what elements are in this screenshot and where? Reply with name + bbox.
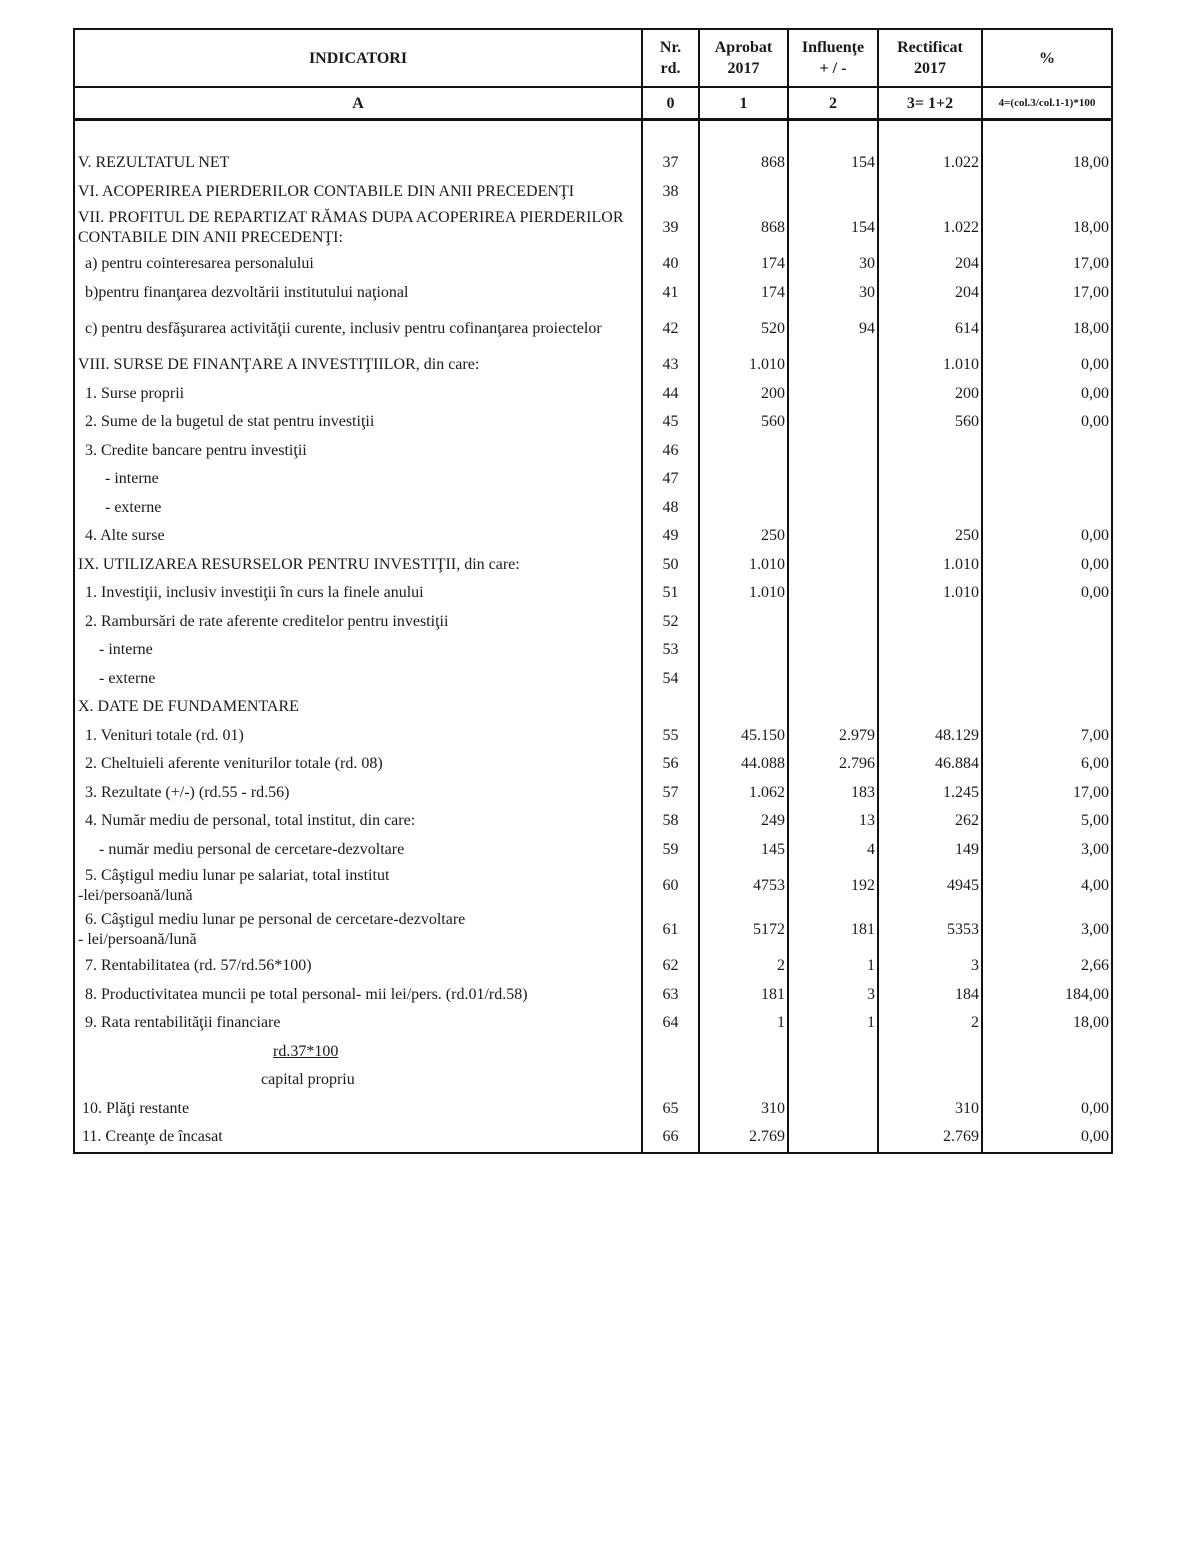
table-row [74, 465, 1112, 494]
row-percent: 184,00 [982, 981, 1112, 1010]
row-aprobat: 520 [699, 307, 788, 351]
row-rectificat: 560 [878, 408, 982, 437]
row-rectificat: 48.129 [878, 722, 982, 751]
col-index-4: 4=(col.3/col.1-1)*100 [982, 87, 1112, 120]
row-influente: 154 [788, 206, 878, 250]
row-percent [982, 465, 1112, 494]
row-percent [982, 693, 1112, 722]
table-row [74, 608, 1112, 637]
row-aprobat: 1 [699, 1009, 788, 1038]
row-rectificat: 250 [878, 522, 982, 551]
row-aprobat: 1.062 [699, 779, 788, 808]
row-influente: 192 [788, 864, 878, 908]
col-index-3: 3= 1+2 [878, 87, 982, 120]
row-rectificat: 204 [878, 250, 982, 279]
row-rectificat: 184 [878, 981, 982, 1010]
row-percent: 17,00 [982, 779, 1112, 808]
row-rectificat: 149 [878, 836, 982, 865]
row-label: 4. Alte surse [74, 522, 642, 551]
row-rectificat: 200 [878, 380, 982, 409]
header-influente: Influenţe + / - [788, 29, 878, 87]
row-nr: 46 [642, 437, 699, 466]
row-label: 8. Productivitatea muncii pe total personal- mii lei/pers. (rd.01/rd.58) [74, 981, 642, 1010]
table-row [74, 952, 1112, 981]
table-row [74, 722, 1112, 751]
table-row [74, 206, 1112, 250]
row-label: - externe [74, 665, 642, 694]
row-influente [788, 408, 878, 437]
row-nr: 44 [642, 380, 699, 409]
row-nr: 62 [642, 952, 699, 981]
row-nr: 52 [642, 608, 699, 637]
table-row [74, 408, 1112, 437]
row-nr: 51 [642, 579, 699, 608]
row-influente: 2.796 [788, 750, 878, 779]
row-percent: 0,00 [982, 551, 1112, 580]
row-rectificat: 1.022 [878, 206, 982, 250]
row-aprobat [699, 693, 788, 722]
header-indicatori: INDICATORI [74, 29, 642, 87]
row-aprobat: 249 [699, 807, 788, 836]
row-aprobat: 2.769 [699, 1123, 788, 1153]
row-influente [788, 351, 878, 380]
row-influente [788, 380, 878, 409]
row-label: VIII. SURSE DE FINANŢARE A INVESTIŢIILOR, din care: [74, 351, 642, 380]
row-aprobat: 868 [699, 206, 788, 250]
row-label: - externe [74, 494, 642, 523]
header-nr: Nr. rd. [642, 29, 699, 87]
fraction-denominator: capital propriu [261, 1071, 355, 1089]
row-percent: 0,00 [982, 351, 1112, 380]
row-percent: 18,00 [982, 307, 1112, 351]
budget-indicators-sheet [73, 28, 1111, 1154]
row-rectificat: 2.769 [878, 1123, 982, 1153]
row-percent: 0,00 [982, 408, 1112, 437]
row-influente [788, 178, 878, 207]
row-nr: 57 [642, 779, 699, 808]
row-rectificat [878, 494, 982, 523]
table-row [74, 693, 1112, 722]
row-influente [788, 494, 878, 523]
row-percent: 18,00 [982, 149, 1112, 178]
row-nr: 37 [642, 149, 699, 178]
row-percent: 3,00 [982, 836, 1112, 865]
row-nr: 43 [642, 351, 699, 380]
row-aprobat: 868 [699, 149, 788, 178]
fraction-cell [74, 1066, 642, 1095]
row-rectificat: 262 [878, 807, 982, 836]
row-percent: 0,00 [982, 1123, 1112, 1153]
row-percent: 4,00 [982, 864, 1112, 908]
table-row [74, 178, 1112, 207]
row-label: VII. PROFITUL DE REPARTIZAT RĂMAS DUPA ACOPERIREA PIERDERILOR CONTABILE DIN ANII PRECEDENŢI: [74, 206, 642, 250]
row-rectificat [878, 178, 982, 207]
row-nr: 65 [642, 1095, 699, 1124]
row-aprobat: 45.150 [699, 722, 788, 751]
row-aprobat: 310 [699, 1095, 788, 1124]
row-label: 1. Venituri totale (rd. 01) [74, 722, 642, 751]
row-percent: 0,00 [982, 380, 1112, 409]
row-aprobat: 250 [699, 522, 788, 551]
table-row [74, 494, 1112, 523]
row-label: a) pentru cointeresarea personalului [74, 250, 642, 279]
table-row [74, 279, 1112, 308]
row-rectificat: 1.010 [878, 579, 982, 608]
row-label: b)pentru finanţarea dezvoltării institutului naţional [74, 279, 642, 308]
row-percent: 0,00 [982, 1095, 1112, 1124]
row-aprobat: 174 [699, 250, 788, 279]
row-percent: 3,00 [982, 908, 1112, 952]
row-aprobat: 5172 [699, 908, 788, 952]
table-row [74, 579, 1112, 608]
row-influente [788, 665, 878, 694]
fraction-denominator-row [74, 1066, 1112, 1095]
row-influente: 30 [788, 250, 878, 279]
table-row [74, 380, 1112, 409]
table-row [74, 836, 1112, 865]
row-label: 1. Investiţii, inclusiv investiţii în curs la finele anului [74, 579, 642, 608]
row-nr: 42 [642, 307, 699, 351]
row-influente [788, 579, 878, 608]
row-rectificat: 1.010 [878, 351, 982, 380]
row-influente: 183 [788, 779, 878, 808]
fraction-numerator: rd.37*100 [273, 1042, 339, 1060]
indicators-table [73, 28, 1113, 1154]
row-rectificat [878, 693, 982, 722]
row-label: 4. Număr mediu de personal, total institut, din care: [74, 807, 642, 836]
row-aprobat: 1.010 [699, 579, 788, 608]
table-row [74, 437, 1112, 466]
row-rectificat: 3 [878, 952, 982, 981]
row-label-unit: -lei/persoană/lună [78, 887, 193, 904]
row-label: 1. Surse proprii [74, 380, 642, 409]
row-influente: 2.979 [788, 722, 878, 751]
row-influente: 4 [788, 836, 878, 865]
row-aprobat: 145 [699, 836, 788, 865]
row-aprobat: 1.010 [699, 351, 788, 380]
row-rectificat [878, 437, 982, 466]
row-label-line: 6. Câştigul mediu lunar pe personal de cercetare-dezvoltare [85, 911, 466, 928]
row-aprobat [699, 465, 788, 494]
row-influente [788, 636, 878, 665]
row-influente: 1 [788, 1009, 878, 1038]
row-aprobat: 560 [699, 408, 788, 437]
col-index-1: 1 [699, 87, 788, 120]
row-aprobat [699, 636, 788, 665]
row-percent [982, 178, 1112, 207]
row-aprobat [699, 494, 788, 523]
row-nr: 48 [642, 494, 699, 523]
row-nr: 41 [642, 279, 699, 308]
row-aprobat: 174 [699, 279, 788, 308]
row-rectificat: 310 [878, 1095, 982, 1124]
row-label: c) pentru desfăşurarea activităţii curente, inclusiv pentru cofinanţarea proiectelor [74, 307, 642, 351]
spacer-row [74, 120, 1112, 150]
row-percent [982, 437, 1112, 466]
col-index-0: 0 [642, 87, 699, 120]
table-header-row [74, 29, 1112, 87]
row-label: 2. Sume de la bugetul de stat pentru investiţii [74, 408, 642, 437]
row-percent [982, 636, 1112, 665]
row-influente: 13 [788, 807, 878, 836]
row-rectificat: 46.884 [878, 750, 982, 779]
row-influente: 3 [788, 981, 878, 1010]
table-row [74, 1095, 1112, 1124]
row-rectificat: 5353 [878, 908, 982, 952]
row-label: IX. UTILIZAREA RESURSELOR PENTRU INVESTIŢII, din care: [74, 551, 642, 580]
table-row [74, 864, 1112, 908]
row-nr: 61 [642, 908, 699, 952]
table-row [74, 807, 1112, 836]
table-row [74, 636, 1112, 665]
row-nr: 60 [642, 864, 699, 908]
table-row [74, 750, 1112, 779]
header-rectificat: Rectificat 2017 [878, 29, 982, 87]
table-row [74, 351, 1112, 380]
row-influente: 154 [788, 149, 878, 178]
header-percent: % [982, 29, 1112, 87]
row-label: X. DATE DE FUNDAMENTARE [74, 693, 642, 722]
table-row [74, 779, 1112, 808]
row-nr: 45 [642, 408, 699, 437]
row-influente [788, 693, 878, 722]
row-nr: 53 [642, 636, 699, 665]
row-aprobat [699, 178, 788, 207]
row-label: 9. Rata rentabilităţii financiare [74, 1009, 642, 1038]
row-percent: 18,00 [982, 206, 1112, 250]
row-nr: 58 [642, 807, 699, 836]
table-row [74, 522, 1112, 551]
row-percent: 6,00 [982, 750, 1112, 779]
row-aprobat: 181 [699, 981, 788, 1010]
row-label: 11. Creanţe de încasat [74, 1123, 642, 1153]
row-label: - număr mediu personal de cercetare-dezvoltare [74, 836, 642, 865]
row-label: 10. Plăţi restante [74, 1095, 642, 1124]
row-aprobat: 44.088 [699, 750, 788, 779]
row-label: 2. Rambursări de rate aferente creditelor pentru investiţii [74, 608, 642, 637]
row-influente [788, 1095, 878, 1124]
row-rectificat [878, 636, 982, 665]
row-influente [788, 522, 878, 551]
row-influente [788, 551, 878, 580]
row-nr: 56 [642, 750, 699, 779]
row-nr: 59 [642, 836, 699, 865]
row-nr: 39 [642, 206, 699, 250]
row-influente [788, 437, 878, 466]
row-influente [788, 465, 878, 494]
row-nr: 50 [642, 551, 699, 580]
row-label: V. REZULTATUL NET [74, 149, 642, 178]
row-influente: 181 [788, 908, 878, 952]
table-row [74, 551, 1112, 580]
row-rectificat [878, 465, 982, 494]
row-percent: 7,00 [982, 722, 1112, 751]
col-index-a: A [74, 87, 642, 120]
row-percent [982, 608, 1112, 637]
row-percent: 2,66 [982, 952, 1112, 981]
fraction-cell [74, 1038, 642, 1067]
row-label: 7. Rentabilitatea (rd. 57/rd.56*100) [74, 952, 642, 981]
row-nr: 47 [642, 465, 699, 494]
row-label: VI. ACOPERIREA PIERDERILOR CONTABILE DIN ANII PRECEDENŢI [74, 178, 642, 207]
table-row [74, 1123, 1112, 1153]
row-nr: 66 [642, 1123, 699, 1153]
row-percent: 17,00 [982, 279, 1112, 308]
row-influente: 30 [788, 279, 878, 308]
row-aprobat: 4753 [699, 864, 788, 908]
table-row [74, 149, 1112, 178]
row-rectificat: 204 [878, 279, 982, 308]
row-label: - interne [74, 636, 642, 665]
row-aprobat [699, 437, 788, 466]
row-rectificat: 4945 [878, 864, 982, 908]
row-nr: 63 [642, 981, 699, 1010]
row-label: 2. Cheltuieli aferente veniturilor totale (rd. 08) [74, 750, 642, 779]
row-nr: 49 [642, 522, 699, 551]
row-rectificat [878, 665, 982, 694]
row-aprobat: 2 [699, 952, 788, 981]
row-label [74, 864, 642, 908]
row-percent: 5,00 [982, 807, 1112, 836]
row-nr: 55 [642, 722, 699, 751]
table-row [74, 250, 1112, 279]
row-percent: 17,00 [982, 250, 1112, 279]
row-percent [982, 665, 1112, 694]
row-aprobat: 200 [699, 380, 788, 409]
row-rectificat [878, 608, 982, 637]
row-label-line: 5. Câştigul mediu lunar pe salariat, total institut [85, 867, 390, 884]
row-influente [788, 1123, 878, 1153]
table-row [74, 981, 1112, 1010]
table-row [74, 1009, 1112, 1038]
row-label: 3. Credite bancare pentru investiţii [74, 437, 642, 466]
row-label: - interne [74, 465, 642, 494]
row-label-unit: - lei/persoană/lună [78, 931, 197, 948]
row-rectificat: 1.022 [878, 149, 982, 178]
col-index-2: 2 [788, 87, 878, 120]
row-rectificat: 2 [878, 1009, 982, 1038]
row-aprobat [699, 608, 788, 637]
table-row [74, 307, 1112, 351]
row-nr [642, 693, 699, 722]
row-rectificat: 1.245 [878, 779, 982, 808]
header-aprobat: Aprobat 2017 [699, 29, 788, 87]
row-rectificat: 614 [878, 307, 982, 351]
row-nr: 38 [642, 178, 699, 207]
row-aprobat: 1.010 [699, 551, 788, 580]
row-label [74, 908, 642, 952]
row-influente [788, 608, 878, 637]
row-influente: 1 [788, 952, 878, 981]
fraction-numerator-row [74, 1038, 1112, 1067]
row-percent [982, 494, 1112, 523]
row-label: 3. Rezultate (+/-) (rd.55 - rd.56) [74, 779, 642, 808]
row-aprobat [699, 665, 788, 694]
column-index-row [74, 87, 1112, 120]
row-percent: 0,00 [982, 522, 1112, 551]
row-influente: 94 [788, 307, 878, 351]
row-nr: 54 [642, 665, 699, 694]
table-row [74, 908, 1112, 952]
row-nr: 40 [642, 250, 699, 279]
row-rectificat: 1.010 [878, 551, 982, 580]
row-percent: 0,00 [982, 579, 1112, 608]
row-nr: 64 [642, 1009, 699, 1038]
table-row [74, 665, 1112, 694]
row-percent: 18,00 [982, 1009, 1112, 1038]
